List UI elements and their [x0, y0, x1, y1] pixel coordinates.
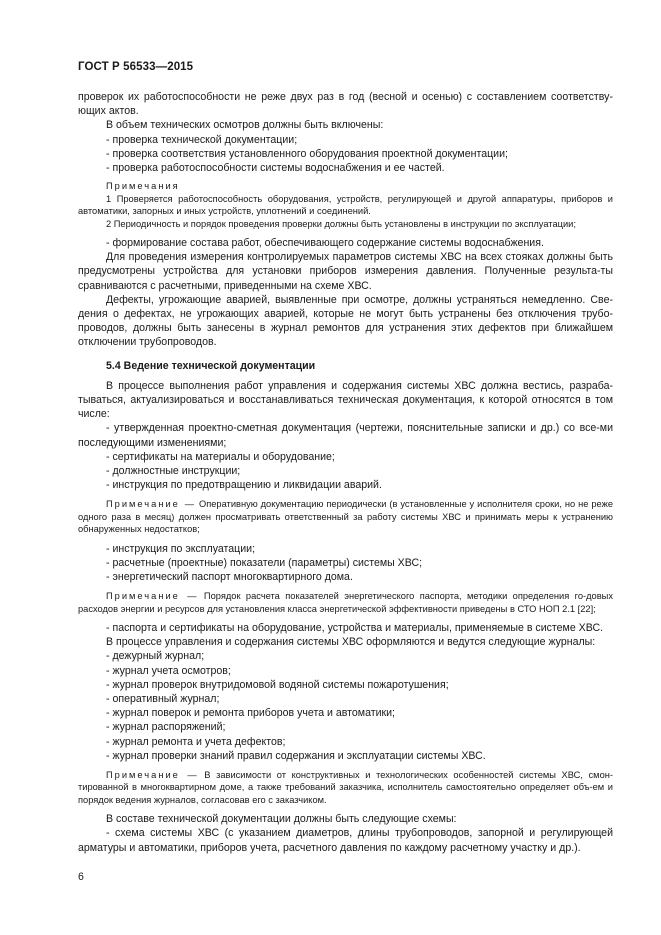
note-text: В зависимости от конструктивных и технологических особенностей системы ХВС, смон-тированной в многоквартирном доме, а также требований заказчика, исполнитель самостоятельно определяет объ-ем и порядок ведения журналов, согласовав его с заказчиком.	[78, 770, 613, 805]
note-text: Оперативную документацию периодически (в установленные у исполнителя сроки, но не реже одного раза в месяц) должен просматривать ответственный за работу системы ХВС и принимать меры к устранению обнаруженных недостатков;	[78, 499, 613, 535]
paragraph: проверок их работоспособности не реже двух раз в год (весной и осенью) с составлением соответству-ющих актов.	[78, 91, 613, 118]
note-label: Примечание —	[106, 499, 197, 510]
list-item: - дежурный журнал;	[106, 650, 205, 663]
section-heading: 5.4 Ведение технической документации	[106, 359, 316, 372]
list-item: - журнал учета осмотров;	[106, 664, 231, 677]
list-item: - журнал распоряжений;	[106, 721, 226, 734]
list-item: - оперативный журнал;	[106, 693, 220, 706]
paragraph: Дефекты, угрожающие аварией, выявленные при осмотре, должны устраняться немедленно. Све-дения о дефектах, не угрожающих аварией, которые не могут быть устранены без отключения трубо-проводов, должны быть занесены в журнал ремонтов для устранения этих дефектов при ближайшем отключении трубопроводов.	[78, 293, 613, 349]
note-text: Порядок расчета показателей энергетического паспорта, методики определения го-довых расходов энергии и ресурсов для установления класса энергетической эффективности приведены в СТО НОП 2.1 [22];	[78, 591, 613, 614]
note-heading: Примечания	[106, 181, 180, 192]
list-item: - инструкция по эксплуатации;	[106, 542, 256, 555]
paragraph: В процессе управления и содержания системы ХВС оформляются и ведутся следующие журналы:	[106, 636, 596, 649]
list-item: - утвержденная проектно-сметная документация (чертежи, пояснительные записки и др.) со все-ми последующими изменениями;	[78, 422, 613, 449]
list-item: - паспорта и сертификаты на оборудование, устройства и материалы, применяемые в системе ХВС.	[106, 622, 604, 635]
list-item: - сертификаты на материалы и оборудование;	[106, 450, 335, 463]
note-label: Примечание —	[106, 591, 199, 602]
list-item: - журнал проверки знаний правил содержания и эксплуатации системы ХВС.	[106, 749, 486, 762]
list-item: - энергетический паспорт многоквартирного дома.	[106, 571, 353, 584]
list-item: - формирование состава работ, обеспечивающего содержание системы водоснабжения.	[106, 236, 544, 249]
list-item: - должностные инструкции;	[106, 464, 241, 477]
paragraph: Для проведения измерения контролируемых параметров системы ХВС на всех стояках должны быть предусмотрены устройства для установки приборов измерения давления. Полученные результа-ты сравниваются с расчетными, приведенными на схеме ХВС.	[78, 251, 613, 292]
note-label: Примечание —	[106, 770, 199, 781]
list-item: - проверка работоспособности системы водоснабжения и ее частей.	[106, 162, 445, 175]
list-item: - инструкция по предотвращению и ликвидации аварий.	[106, 479, 382, 492]
note-item: 2 Периодичность и порядок проведения проверки должны быть установлены в инструкции по эксплуатации;	[106, 218, 576, 229]
list-item: - расчетные (проектные) показатели (параметры) системы ХВС;	[106, 556, 423, 569]
note	[78, 498, 613, 535]
note	[78, 590, 613, 615]
list-item: - проверка технической документации;	[106, 133, 298, 146]
paragraph: В объем технических осмотров должны быть включены:	[106, 119, 384, 132]
document-body	[78, 90, 613, 855]
document-header: ГОСТ Р 56533—2015	[78, 61, 194, 73]
note-item: 1 Проверяется работоспособность оборудования, устройств, регулирующей и другой аппаратуры, приборов и автоматики, запорных и иных устройств, уплотнений и соединений.	[78, 193, 613, 217]
list-item: - журнал ремонта и учета дефектов;	[106, 735, 286, 748]
list-item: - журнал проверок внутридомовой водяной системы пожаротушения;	[106, 678, 449, 691]
paragraph: В составе технической документации должны быть следующие схемы:	[106, 813, 457, 826]
note	[78, 769, 613, 806]
paragraph: В процессе выполнения работ управления и содержания системы ХВС должна вестись, разраба-тываться, актуализироваться и восстанавливаться техническая документация, к которой относятся в том числе:	[78, 379, 613, 421]
list-item: - проверка соответствия установленного оборудования проектной документации;	[106, 147, 508, 160]
list-item: - журнал поверок и ремонта приборов учета и автоматики;	[106, 707, 396, 720]
page-number: 6	[78, 871, 84, 883]
list-item: - схема системы ХВС (с указанием диаметров, длины трубопроводов, запорной и регулирующей арматуры и автоматики, приборов учета, расчетного давления по каждому расчетному участку и др.).	[78, 827, 613, 854]
